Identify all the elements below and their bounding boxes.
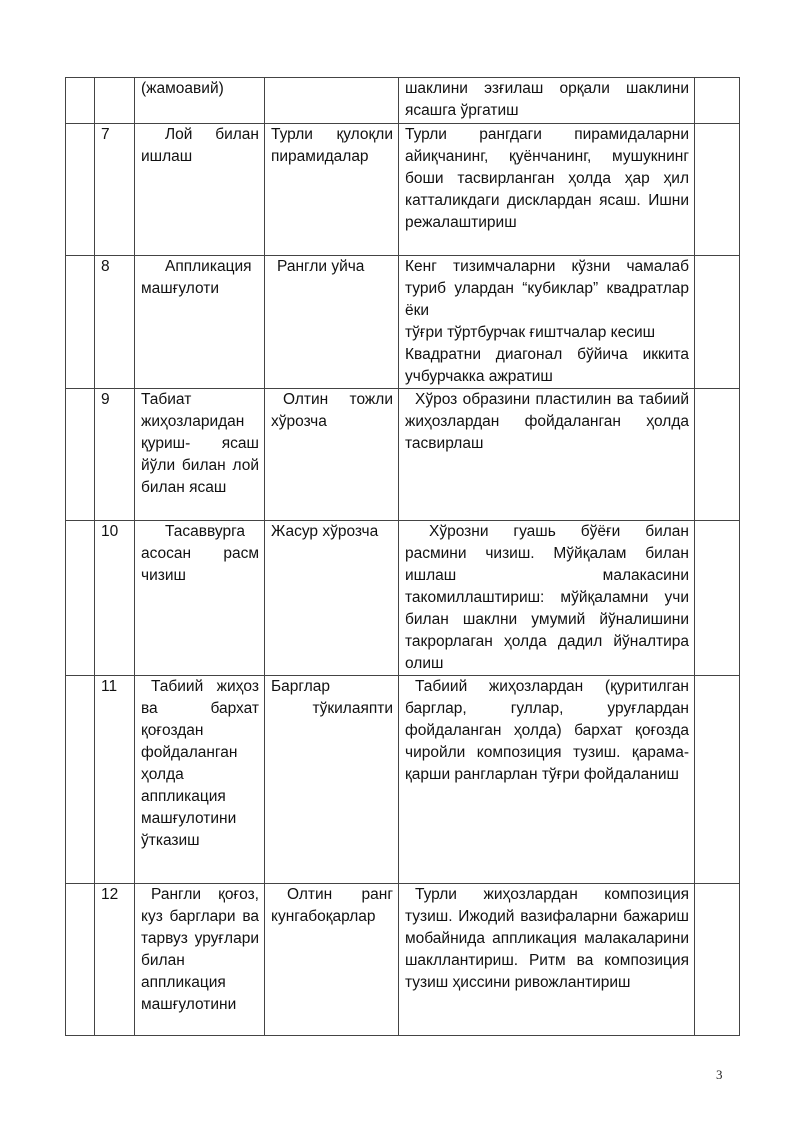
lesson-content: Хўрозни гуашь бўёғи билан расмини чизиш. Мўйқалам билан ишлаш малакасини такомиллаштириш: мўйқаламни учи билан шаклни умумий йўналишини такрорлаган ҳолда дадил йўналтира олиш <box>399 521 695 676</box>
lesson-title: Барглар тўкилаяпти <box>265 676 399 884</box>
blank-cell <box>66 256 95 389</box>
lesson-title: Олтин ранг кунгабоқарлар <box>265 884 399 1036</box>
lesson-number: 10 <box>95 521 135 676</box>
blank-cell <box>695 78 740 124</box>
lesson-content: Турли рангдаги пирамидаларни айиқчанинг, қуёнчанинг, мушукнинг боши тасвирланган ҳолда ҳар ҳил катталикдаги дисклардан ясаш. Ишни режалаштириш <box>399 124 695 256</box>
blank-cell <box>66 521 95 676</box>
lesson-number: 9 <box>95 389 135 521</box>
lesson-title: Олтин тожли хўрозча <box>265 389 399 521</box>
table-row <box>66 78 740 124</box>
lesson-topic: Рангли қоғоз, куз барглари ва тарвуз уруғлари билан аппликация машғулотини <box>135 884 265 1036</box>
blank-cell <box>66 124 95 256</box>
lesson-title: Жасур хўрозча <box>265 521 399 676</box>
table-row <box>66 521 740 676</box>
lesson-content: Табиий жиҳозлардан (қуритилган барглар, гуллар, уруғлардан фойдаланган ҳолда) бархат қоғозда чиройли композиция тузиш. қарама- қарши рангларлан тўғри фойдаланиш <box>399 676 695 884</box>
lesson-content: Турли жиҳозлардан композиция тузиш. Ижодий вазифаларни бажариш мобайнида аппликация малакаларини шакллантириш. Ритм ва композиция тузиш ҳиссини ривожлантириш <box>399 884 695 1036</box>
lesson-number: 8 <box>95 256 135 389</box>
blank-cell <box>66 389 95 521</box>
blank-cell <box>695 521 740 676</box>
blank-cell <box>66 676 95 884</box>
lesson-topic: Тасаввурга асосан расм чизиш <box>135 521 265 676</box>
lesson-content: Кенг тизимчаларни кўзни чамалаб туриб улардан “кубиклар” квадратлар ёки тўғри тўртбурчак ғиштчалар кесиш Квадратни диагонал бўйича иккита учбурчакка ажратиш <box>399 256 695 389</box>
blank-cell <box>695 124 740 256</box>
table-row <box>66 884 740 1036</box>
blank-cell <box>66 884 95 1036</box>
lesson-topic: Табиат жиҳозларидан қуриш- ясаш йўли билан лой билан ясаш <box>135 389 265 521</box>
lesson-title: Рангли уйча <box>265 256 399 389</box>
blank-cell <box>695 256 740 389</box>
blank-cell <box>695 884 740 1036</box>
blank-cell <box>695 676 740 884</box>
lesson-number: 7 <box>95 124 135 256</box>
table-row <box>66 676 740 884</box>
table-row <box>66 256 740 389</box>
lesson-title <box>265 78 399 124</box>
lesson-number <box>95 78 135 124</box>
lesson-number: 11 <box>95 676 135 884</box>
page-number: 3 <box>716 1067 723 1082</box>
lesson-content: шаклини эзғилаш орқали шаклини ясашга ўргатиш <box>399 78 695 124</box>
table-row <box>66 389 740 521</box>
blank-cell <box>695 389 740 521</box>
lesson-plan-table <box>65 77 740 1036</box>
lesson-number: 12 <box>95 884 135 1036</box>
lesson-topic: (жамоавий) <box>135 78 265 124</box>
lesson-content: Хўроз образини пластилин ва табиий жиҳозлардан фойдаланган ҳолда тасвирлаш <box>399 389 695 521</box>
blank-cell <box>66 78 95 124</box>
lesson-title: Турли қулоқли пирамидалар <box>265 124 399 256</box>
lesson-topic: Лой билан ишлаш <box>135 124 265 256</box>
lesson-topic: Табиий жиҳоз ва бархат қоғоздан фойдаланган ҳолда аппликация машғулотини ўтказиш <box>135 676 265 884</box>
lesson-topic: Аппликация машғулоти <box>135 256 265 389</box>
table-row <box>66 124 740 256</box>
